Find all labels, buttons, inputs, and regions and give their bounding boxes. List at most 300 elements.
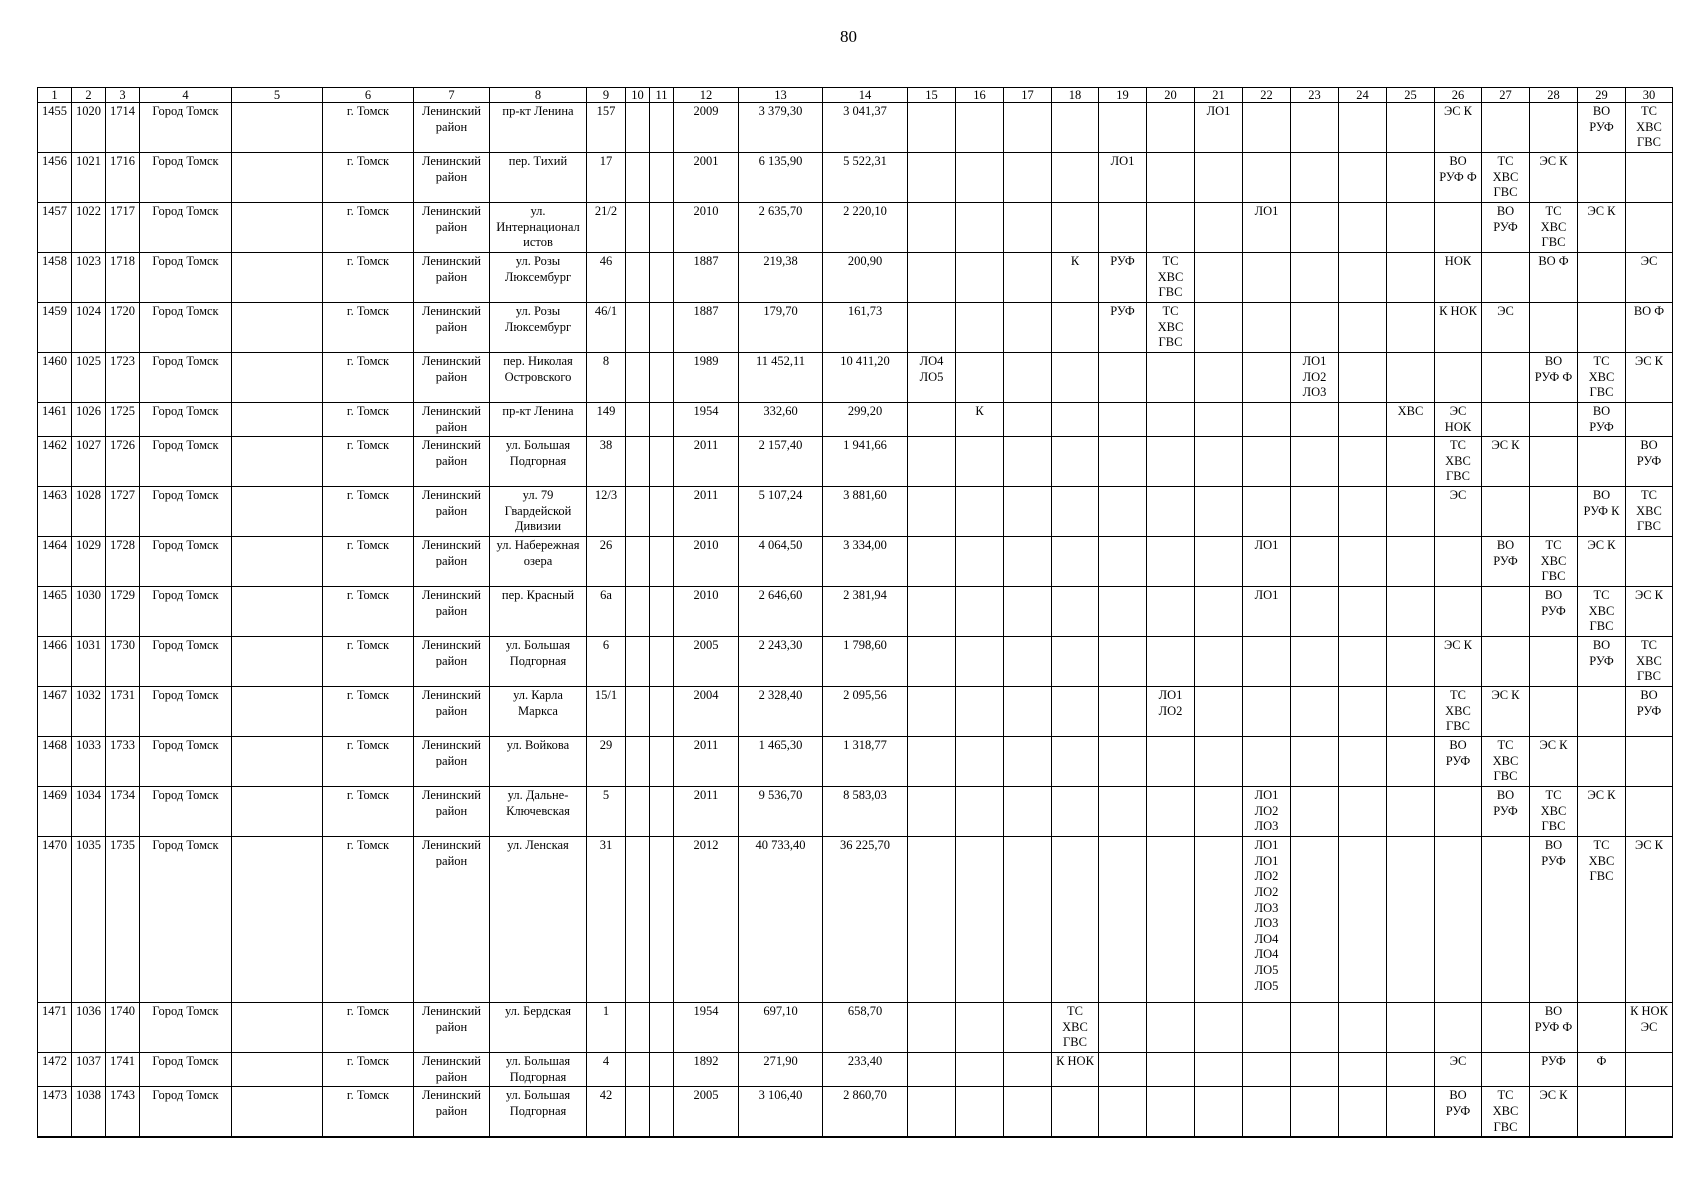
table-cell-col-21 bbox=[1195, 587, 1243, 637]
table-cell-col-16 bbox=[956, 637, 1004, 687]
table-cell-col-17 bbox=[1004, 403, 1052, 437]
table-cell-col-14: 200,90 bbox=[823, 253, 908, 303]
table-cell-col-1: 1469 bbox=[38, 787, 72, 837]
table-cell-col-22 bbox=[1243, 487, 1291, 537]
table-cell-col-26: ТС ХВС ГВС bbox=[1435, 687, 1482, 737]
table-cell-col-22 bbox=[1243, 1087, 1291, 1137]
table-cell-col-14: 2 860,70 bbox=[823, 1087, 908, 1137]
column-header-11: 11 bbox=[650, 88, 674, 103]
table-cell-col-20 bbox=[1147, 1053, 1195, 1087]
table-cell-col-8: ул. Большая Подгорная bbox=[490, 1053, 587, 1087]
table-cell-col-6: г. Томск bbox=[323, 1003, 414, 1053]
table-cell-col-3: 1720 bbox=[106, 303, 140, 353]
table-cell-col-22 bbox=[1243, 687, 1291, 737]
table-cell-col-28: ВО Ф bbox=[1530, 253, 1578, 303]
table-cell-col-16 bbox=[956, 353, 1004, 403]
table-cell-col-20 bbox=[1147, 587, 1195, 637]
table-cell-col-8: ул. Дальне-Ключевская bbox=[490, 787, 587, 837]
table-cell-col-17 bbox=[1004, 303, 1052, 353]
table-cell-col-22 bbox=[1243, 103, 1291, 153]
table-cell-col-28: ТС ХВС ГВС bbox=[1530, 203, 1578, 253]
table-cell-col-13: 3 106,40 bbox=[739, 1087, 823, 1137]
table-cell-col-15 bbox=[908, 1003, 956, 1053]
table-cell-col-30 bbox=[1626, 537, 1673, 587]
table-cell-col-11 bbox=[650, 687, 674, 737]
table-cell-col-24 bbox=[1339, 103, 1387, 153]
table-cell-col-29: ТС ХВС ГВС bbox=[1578, 837, 1626, 1003]
column-header-10: 10 bbox=[626, 88, 650, 103]
table-cell-col-24 bbox=[1339, 437, 1387, 487]
table-cell-col-1: 1458 bbox=[38, 253, 72, 303]
table-cell-col-4: Город Томск bbox=[140, 103, 232, 153]
table-cell-col-9: 5 bbox=[587, 787, 626, 837]
table-cell-col-19: ЛО1 bbox=[1099, 153, 1147, 203]
column-header-15: 15 bbox=[908, 88, 956, 103]
table-cell-col-2: 1027 bbox=[72, 437, 106, 487]
table-cell-col-15 bbox=[908, 637, 956, 687]
table-cell-col-14: 8 583,03 bbox=[823, 787, 908, 837]
table-cell-col-5 bbox=[232, 587, 323, 637]
table-cell-col-26: ЭС К bbox=[1435, 637, 1482, 687]
table-cell-col-27 bbox=[1482, 1053, 1530, 1087]
table-cell-col-8: ул. Интернационал истов bbox=[490, 203, 587, 253]
table-cell-col-3: 1740 bbox=[106, 1003, 140, 1053]
table-cell-col-14: 3 041,37 bbox=[823, 103, 908, 153]
table-cell-col-25 bbox=[1387, 587, 1435, 637]
table-cell-col-3: 1733 bbox=[106, 737, 140, 787]
table-cell-col-25 bbox=[1387, 687, 1435, 737]
table-cell-col-24 bbox=[1339, 837, 1387, 1003]
table-cell-col-22 bbox=[1243, 1003, 1291, 1053]
table-cell-col-3: 1727 bbox=[106, 487, 140, 537]
table-cell-col-27: ТС ХВС ГВС bbox=[1482, 1087, 1530, 1137]
table-cell-col-13: 2 328,40 bbox=[739, 687, 823, 737]
table-cell-col-11 bbox=[650, 153, 674, 203]
table-cell-col-3: 1723 bbox=[106, 353, 140, 403]
table-cell-col-3: 1730 bbox=[106, 637, 140, 687]
table-cell-col-20 bbox=[1147, 787, 1195, 837]
table-cell-col-14: 3 334,00 bbox=[823, 537, 908, 587]
table-cell-col-5 bbox=[232, 637, 323, 687]
table-row bbox=[38, 303, 1673, 353]
table-cell-col-27 bbox=[1482, 353, 1530, 403]
table-cell-col-17 bbox=[1004, 1087, 1052, 1137]
table-cell-col-30: ТС ХВС ГВС bbox=[1626, 637, 1673, 687]
table-cell-col-3: 1726 bbox=[106, 437, 140, 487]
table-cell-col-24 bbox=[1339, 537, 1387, 587]
table-cell-col-8: пер. Красный bbox=[490, 587, 587, 637]
table-cell-col-1: 1466 bbox=[38, 637, 72, 687]
table-cell-col-28 bbox=[1530, 403, 1578, 437]
table-cell-col-28: ВО РУФ bbox=[1530, 837, 1578, 1003]
table-cell-col-14: 1 941,66 bbox=[823, 437, 908, 487]
table-cell-col-22 bbox=[1243, 403, 1291, 437]
table-cell-col-27: ЭС bbox=[1482, 303, 1530, 353]
table-cell-col-30 bbox=[1626, 403, 1673, 437]
table-cell-col-21 bbox=[1195, 487, 1243, 537]
table-cell-col-7: Ленинский район bbox=[414, 1053, 490, 1087]
table-cell-col-29: Ф bbox=[1578, 1053, 1626, 1087]
table-cell-col-2: 1036 bbox=[72, 1003, 106, 1053]
table-cell-col-15 bbox=[908, 487, 956, 537]
table-cell-col-4: Город Томск bbox=[140, 587, 232, 637]
table-cell-col-17 bbox=[1004, 153, 1052, 203]
table-cell-col-9: 4 bbox=[587, 1053, 626, 1087]
table-cell-col-21 bbox=[1195, 203, 1243, 253]
table-cell-col-12: 2010 bbox=[674, 587, 739, 637]
table-cell-col-9: 31 bbox=[587, 837, 626, 1003]
table-cell-col-18 bbox=[1052, 737, 1099, 787]
table-cell-col-16: К bbox=[956, 403, 1004, 437]
column-header-28: 28 bbox=[1530, 88, 1578, 103]
table-cell-col-12: 1887 bbox=[674, 303, 739, 353]
table-cell-col-1: 1460 bbox=[38, 353, 72, 403]
table-cell-col-15 bbox=[908, 737, 956, 787]
table-cell-col-6: г. Томск bbox=[323, 487, 414, 537]
table-cell-col-17 bbox=[1004, 103, 1052, 153]
table-cell-col-28: ЭС К bbox=[1530, 1087, 1578, 1137]
table-cell-col-4: Город Томск bbox=[140, 537, 232, 587]
table-cell-col-27 bbox=[1482, 637, 1530, 687]
table-cell-col-8: ул. Розы Люксембург bbox=[490, 253, 587, 303]
table-cell-col-23 bbox=[1291, 1087, 1339, 1137]
table-cell-col-26 bbox=[1435, 837, 1482, 1003]
table-cell-col-6: г. Томск bbox=[323, 587, 414, 637]
table-cell-col-23 bbox=[1291, 687, 1339, 737]
table-cell-col-7: Ленинский район bbox=[414, 437, 490, 487]
table-cell-col-20 bbox=[1147, 737, 1195, 787]
table-cell-col-10 bbox=[626, 153, 650, 203]
table-cell-col-26 bbox=[1435, 787, 1482, 837]
table-cell-col-1: 1463 bbox=[38, 487, 72, 537]
table-row bbox=[38, 737, 1673, 787]
table-cell-col-25 bbox=[1387, 303, 1435, 353]
table-cell-col-18 bbox=[1052, 103, 1099, 153]
table-cell-col-6: г. Томск bbox=[323, 103, 414, 153]
table-cell-col-8: пер. Тихий bbox=[490, 153, 587, 203]
table-cell-col-8: ул. Большая Подгорная bbox=[490, 1087, 587, 1137]
table-cell-col-12: 2001 bbox=[674, 153, 739, 203]
table-cell-col-26: ВО РУФ bbox=[1435, 1087, 1482, 1137]
table-cell-col-4: Город Томск bbox=[140, 787, 232, 837]
table-cell-col-30 bbox=[1626, 203, 1673, 253]
table-cell-col-13: 2 635,70 bbox=[739, 203, 823, 253]
table-cell-col-9: 1 bbox=[587, 1003, 626, 1053]
table-cell-col-18 bbox=[1052, 787, 1099, 837]
column-header-21: 21 bbox=[1195, 88, 1243, 103]
table-cell-col-7: Ленинский район bbox=[414, 1087, 490, 1137]
table-cell-col-22 bbox=[1243, 253, 1291, 303]
table-cell-col-21: ЛО1 bbox=[1195, 103, 1243, 153]
table-cell-col-23 bbox=[1291, 737, 1339, 787]
table-cell-col-7: Ленинский район bbox=[414, 353, 490, 403]
table-cell-col-24 bbox=[1339, 737, 1387, 787]
table-cell-col-10 bbox=[626, 353, 650, 403]
table-cell-col-27: ТС ХВС ГВС bbox=[1482, 153, 1530, 203]
table-cell-col-17 bbox=[1004, 587, 1052, 637]
table-cell-col-9: 46/1 bbox=[587, 303, 626, 353]
table-cell-col-28 bbox=[1530, 687, 1578, 737]
table-cell-col-8: ул. Большая Подгорная bbox=[490, 437, 587, 487]
table-cell-col-15 bbox=[908, 203, 956, 253]
table-cell-col-16 bbox=[956, 253, 1004, 303]
table-cell-col-18 bbox=[1052, 203, 1099, 253]
column-header-3: 3 bbox=[106, 88, 140, 103]
table-cell-col-21 bbox=[1195, 687, 1243, 737]
table-cell-col-13: 2 646,60 bbox=[739, 587, 823, 637]
table-cell-col-23 bbox=[1291, 403, 1339, 437]
table-cell-col-14: 3 881,60 bbox=[823, 487, 908, 537]
table-cell-col-8: ул. Набережная озера bbox=[490, 537, 587, 587]
table-cell-col-6: г. Томск bbox=[323, 687, 414, 737]
table-cell-col-29: ВО РУФ bbox=[1578, 403, 1626, 437]
table-cell-col-26: ЭС bbox=[1435, 1053, 1482, 1087]
table-cell-col-12: 2011 bbox=[674, 487, 739, 537]
table-cell-col-28 bbox=[1530, 103, 1578, 153]
table-cell-col-20 bbox=[1147, 637, 1195, 687]
table-cell-col-22 bbox=[1243, 303, 1291, 353]
table-cell-col-5 bbox=[232, 837, 323, 1003]
table-cell-col-29: ВО РУФ К bbox=[1578, 487, 1626, 537]
table-cell-col-23: ЛО1 ЛО2 ЛО3 bbox=[1291, 353, 1339, 403]
table-cell-col-7: Ленинский район bbox=[414, 737, 490, 787]
column-header-5: 5 bbox=[232, 88, 323, 103]
table-cell-col-13: 40 733,40 bbox=[739, 837, 823, 1003]
table-cell-col-19 bbox=[1099, 1003, 1147, 1053]
table-cell-col-2: 1028 bbox=[72, 487, 106, 537]
table-cell-col-18 bbox=[1052, 537, 1099, 587]
table-cell-col-29: ЭС К bbox=[1578, 787, 1626, 837]
table-cell-col-19 bbox=[1099, 587, 1147, 637]
table-cell-col-24 bbox=[1339, 687, 1387, 737]
table-cell-col-16 bbox=[956, 737, 1004, 787]
table-cell-col-6: г. Томск bbox=[323, 1053, 414, 1087]
table-cell-col-4: Город Томск bbox=[140, 403, 232, 437]
table-cell-col-14: 36 225,70 bbox=[823, 837, 908, 1003]
table-cell-col-19 bbox=[1099, 787, 1147, 837]
table-cell-col-10 bbox=[626, 437, 650, 487]
table-cell-col-2: 1030 bbox=[72, 587, 106, 637]
table-cell-col-7: Ленинский район bbox=[414, 637, 490, 687]
table-cell-col-25 bbox=[1387, 737, 1435, 787]
table-cell-col-5 bbox=[232, 103, 323, 153]
table-cell-col-20 bbox=[1147, 153, 1195, 203]
table-cell-col-4: Город Томск bbox=[140, 487, 232, 537]
table-cell-col-4: Город Томск bbox=[140, 687, 232, 737]
table-cell-col-19 bbox=[1099, 1053, 1147, 1087]
table-cell-col-29 bbox=[1578, 437, 1626, 487]
table-cell-col-9: 29 bbox=[587, 737, 626, 787]
table-cell-col-27 bbox=[1482, 103, 1530, 153]
table-cell-col-6: г. Томск bbox=[323, 203, 414, 253]
table-cell-col-7: Ленинский район bbox=[414, 787, 490, 837]
table-cell-col-28: ВО РУФ Ф bbox=[1530, 1003, 1578, 1053]
table-cell-col-22 bbox=[1243, 353, 1291, 403]
table-cell-col-1: 1456 bbox=[38, 153, 72, 203]
table-cell-col-13: 179,70 bbox=[739, 303, 823, 353]
table-cell-col-17 bbox=[1004, 1053, 1052, 1087]
table-cell-col-24 bbox=[1339, 587, 1387, 637]
table-cell-col-30 bbox=[1626, 787, 1673, 837]
table-cell-col-14: 299,20 bbox=[823, 403, 908, 437]
table-cell-col-15 bbox=[908, 837, 956, 1003]
table-cell-col-3: 1729 bbox=[106, 587, 140, 637]
table-cell-col-25 bbox=[1387, 837, 1435, 1003]
table-row bbox=[38, 1003, 1673, 1053]
table-row bbox=[38, 637, 1673, 687]
table-cell-col-3: 1717 bbox=[106, 203, 140, 253]
table-cell-col-13: 1 465,30 bbox=[739, 737, 823, 787]
column-header-13: 13 bbox=[739, 88, 823, 103]
column-header-9: 9 bbox=[587, 88, 626, 103]
table-cell-col-14: 2 220,10 bbox=[823, 203, 908, 253]
table-cell-col-3: 1734 bbox=[106, 787, 140, 837]
table-cell-col-11 bbox=[650, 103, 674, 153]
table-cell-col-15 bbox=[908, 787, 956, 837]
table-cell-col-29: ТС ХВС ГВС bbox=[1578, 353, 1626, 403]
table-cell-col-21 bbox=[1195, 403, 1243, 437]
table-cell-col-26: ТС ХВС ГВС bbox=[1435, 437, 1482, 487]
table-cell-col-10 bbox=[626, 1087, 650, 1137]
table-cell-col-17 bbox=[1004, 687, 1052, 737]
table-cell-col-26: ВО РУФ bbox=[1435, 737, 1482, 787]
table-cell-col-20 bbox=[1147, 1087, 1195, 1137]
table-cell-col-2: 1037 bbox=[72, 1053, 106, 1087]
table-cell-col-7: Ленинский район bbox=[414, 487, 490, 537]
table-cell-col-13: 332,60 bbox=[739, 403, 823, 437]
table-cell-col-24 bbox=[1339, 253, 1387, 303]
table-cell-col-15 bbox=[908, 153, 956, 203]
table-cell-col-13: 271,90 bbox=[739, 1053, 823, 1087]
table-cell-col-29 bbox=[1578, 1087, 1626, 1137]
table-cell-col-24 bbox=[1339, 153, 1387, 203]
table-cell-col-21 bbox=[1195, 737, 1243, 787]
column-header-30: 30 bbox=[1626, 88, 1673, 103]
table-cell-col-8: ул. Розы Люксембург bbox=[490, 303, 587, 353]
table-cell-col-15 bbox=[908, 1053, 956, 1087]
table-cell-col-24 bbox=[1339, 1053, 1387, 1087]
table-cell-col-15 bbox=[908, 687, 956, 737]
table-cell-col-19 bbox=[1099, 1087, 1147, 1137]
table-cell-col-26 bbox=[1435, 203, 1482, 253]
table-cell-col-21 bbox=[1195, 1087, 1243, 1137]
table-cell-col-21 bbox=[1195, 253, 1243, 303]
table-cell-col-10 bbox=[626, 103, 650, 153]
table-cell-col-9: 12/3 bbox=[587, 487, 626, 537]
table-cell-col-25 bbox=[1387, 637, 1435, 687]
table-cell-col-16 bbox=[956, 1053, 1004, 1087]
column-header-8: 8 bbox=[490, 88, 587, 103]
table-cell-col-30 bbox=[1626, 153, 1673, 203]
table-cell-col-13: 5 107,24 bbox=[739, 487, 823, 537]
table-cell-col-19 bbox=[1099, 487, 1147, 537]
table-cell-col-14: 5 522,31 bbox=[823, 153, 908, 203]
table-cell-col-30: ВО РУФ bbox=[1626, 687, 1673, 737]
table-cell-col-19 bbox=[1099, 737, 1147, 787]
table-cell-col-16 bbox=[956, 303, 1004, 353]
table-cell-col-2: 1032 bbox=[72, 687, 106, 737]
table-cell-col-30 bbox=[1626, 737, 1673, 787]
table-cell-col-24 bbox=[1339, 203, 1387, 253]
table-cell-col-14: 1 318,77 bbox=[823, 737, 908, 787]
table-cell-col-6: г. Томск bbox=[323, 303, 414, 353]
table-cell-col-26 bbox=[1435, 1003, 1482, 1053]
table-cell-col-7: Ленинский район bbox=[414, 537, 490, 587]
table-cell-col-4: Город Томск bbox=[140, 153, 232, 203]
table-cell-col-20 bbox=[1147, 403, 1195, 437]
table-cell-col-18 bbox=[1052, 437, 1099, 487]
table-cell-col-12: 2005 bbox=[674, 637, 739, 687]
table-cell-col-27 bbox=[1482, 837, 1530, 1003]
table-cell-col-10 bbox=[626, 537, 650, 587]
column-header-26: 26 bbox=[1435, 88, 1482, 103]
column-header-4: 4 bbox=[140, 88, 232, 103]
table-cell-col-18: К bbox=[1052, 253, 1099, 303]
table-cell-col-30: ЭС К bbox=[1626, 837, 1673, 1003]
table-cell-col-5 bbox=[232, 1087, 323, 1137]
table-cell-col-19 bbox=[1099, 437, 1147, 487]
table-cell-col-14: 161,73 bbox=[823, 303, 908, 353]
column-header-17: 17 bbox=[1004, 88, 1052, 103]
table-cell-col-22: ЛО1 bbox=[1243, 203, 1291, 253]
table-cell-col-4: Город Томск bbox=[140, 637, 232, 687]
table-cell-col-16 bbox=[956, 787, 1004, 837]
table-cell-col-17 bbox=[1004, 203, 1052, 253]
table-row bbox=[38, 403, 1673, 437]
column-header-23: 23 bbox=[1291, 88, 1339, 103]
table-cell-col-27: ВО РУФ bbox=[1482, 537, 1530, 587]
table-cell-col-14: 233,40 bbox=[823, 1053, 908, 1087]
table-cell-col-21 bbox=[1195, 437, 1243, 487]
table-cell-col-5 bbox=[232, 787, 323, 837]
table-cell-col-7: Ленинский район bbox=[414, 253, 490, 303]
table-row bbox=[38, 1053, 1673, 1087]
table-cell-col-15 bbox=[908, 587, 956, 637]
table-cell-col-29: ВО РУФ bbox=[1578, 103, 1626, 153]
table-cell-col-1: 1459 bbox=[38, 303, 72, 353]
table-cell-col-5 bbox=[232, 487, 323, 537]
table-cell-col-10 bbox=[626, 487, 650, 537]
table-cell-col-22: ЛО1 bbox=[1243, 587, 1291, 637]
table-cell-col-19 bbox=[1099, 837, 1147, 1003]
column-header-19: 19 bbox=[1099, 88, 1147, 103]
table-cell-col-1: 1465 bbox=[38, 587, 72, 637]
table-cell-col-9: 46 bbox=[587, 253, 626, 303]
table-cell-col-25 bbox=[1387, 487, 1435, 537]
table-cell-col-17 bbox=[1004, 787, 1052, 837]
table-cell-col-26: К НОК bbox=[1435, 303, 1482, 353]
table-cell-col-20 bbox=[1147, 203, 1195, 253]
table-cell-col-18 bbox=[1052, 637, 1099, 687]
table-cell-col-25 bbox=[1387, 103, 1435, 153]
table-cell-col-30: ЭС К bbox=[1626, 587, 1673, 637]
table-cell-col-18 bbox=[1052, 303, 1099, 353]
table-cell-col-1: 1461 bbox=[38, 403, 72, 437]
table-cell-col-11 bbox=[650, 1087, 674, 1137]
table-cell-col-22 bbox=[1243, 153, 1291, 203]
table-cell-col-27 bbox=[1482, 403, 1530, 437]
table-cell-col-9: 17 bbox=[587, 153, 626, 203]
table-cell-col-17 bbox=[1004, 437, 1052, 487]
table-cell-col-12: 2010 bbox=[674, 203, 739, 253]
table-cell-col-22 bbox=[1243, 637, 1291, 687]
table-cell-col-11 bbox=[650, 403, 674, 437]
table-cell-col-2: 1021 bbox=[72, 153, 106, 203]
table-cell-col-9: 42 bbox=[587, 1087, 626, 1137]
table-cell-col-1: 1455 bbox=[38, 103, 72, 153]
table-cell-col-28: ВО РУФ Ф bbox=[1530, 353, 1578, 403]
table-cell-col-28 bbox=[1530, 487, 1578, 537]
